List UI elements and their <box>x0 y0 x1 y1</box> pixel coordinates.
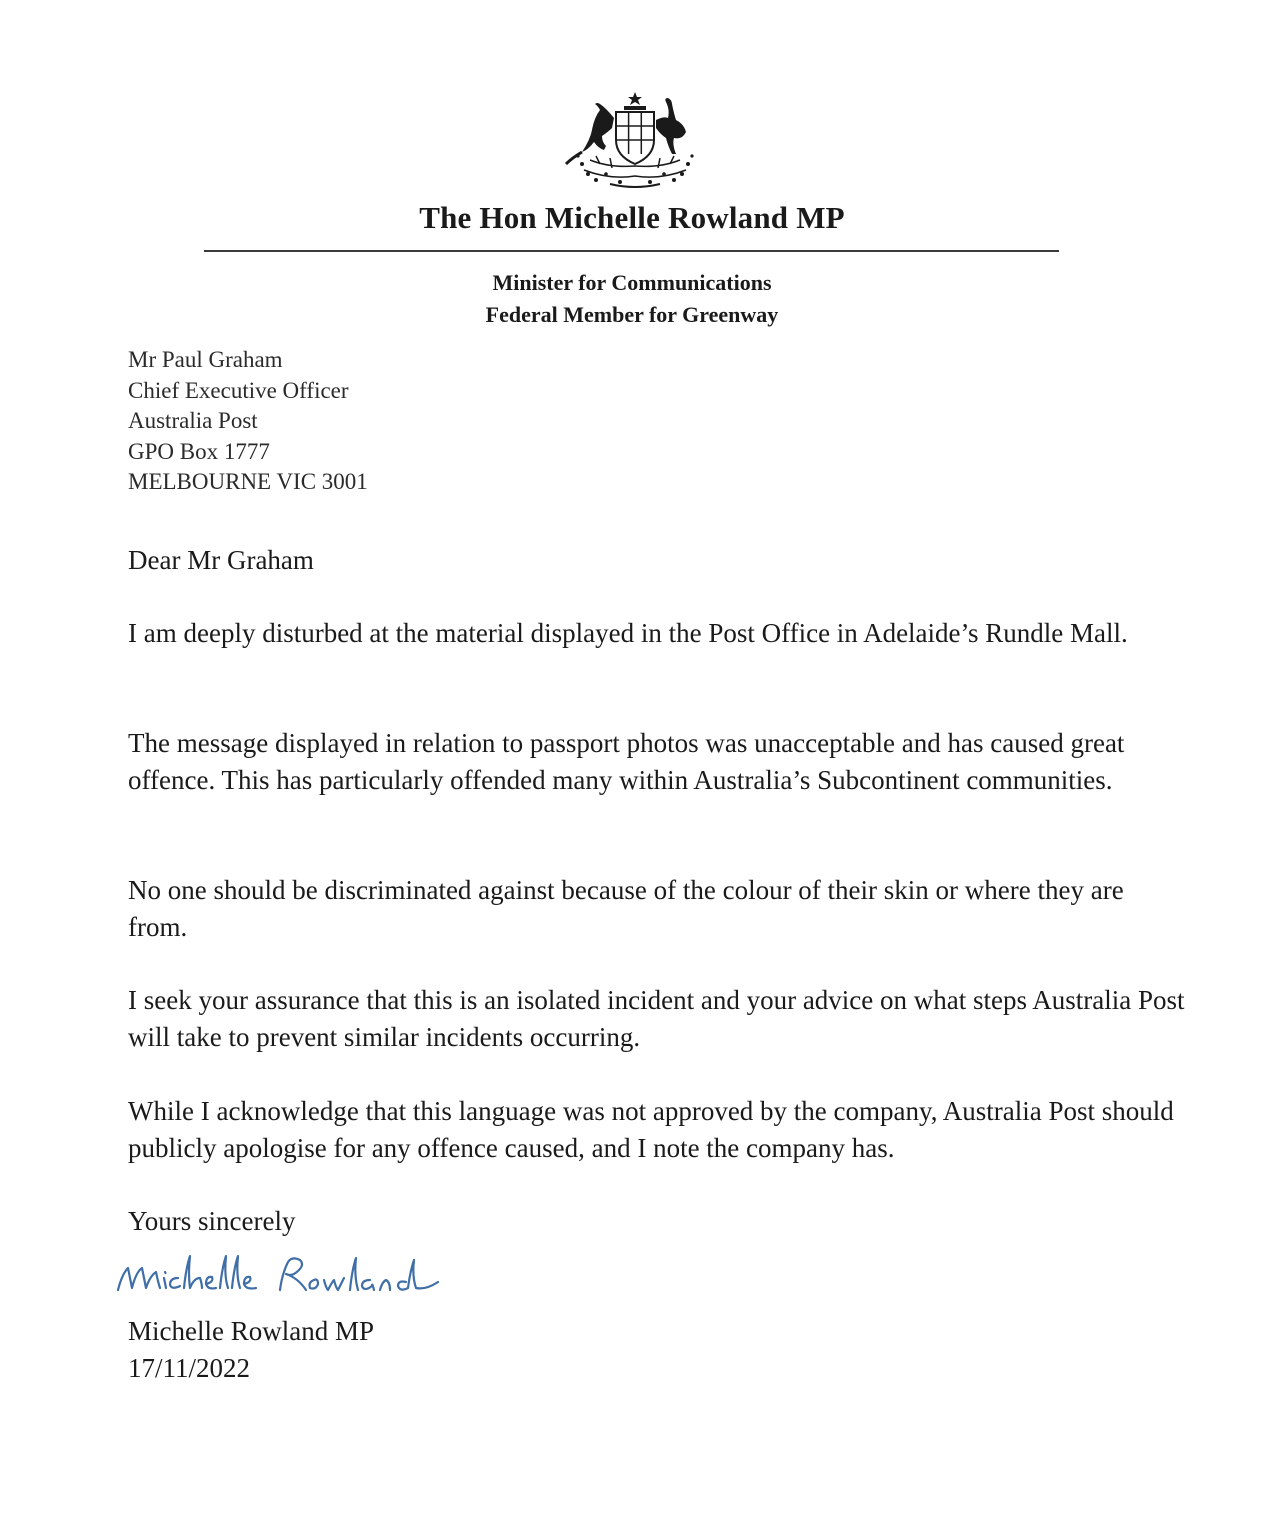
recipient-title: Chief Executive Officer <box>128 377 349 403</box>
letter-paragraph: The message displayed in relation to passport photos was unacceptable and has caused great offence. This has particularly offended many within Australia’s Subcontinent communities. <box>128 728 1125 795</box>
signoff-block <box>128 1313 374 1387</box>
recipient-city: MELBOURNE VIC 3001 <box>128 469 368 494</box>
letter-paragraph: I am deeply disturbed at the material displayed in the Post Office in Adelaide’s Rundle Mall. <box>128 618 1128 648</box>
recipient-organisation: Australia Post <box>128 408 258 433</box>
letterhead-divider <box>204 250 1059 252</box>
coat-of-arms-icon <box>560 88 710 190</box>
handwritten-signature <box>112 1248 447 1306</box>
letter-date: 17/11/2022 <box>128 1353 251 1383</box>
letterhead-role-minister: Minister for Communications <box>492 270 772 295</box>
closing: Yours sincerely <box>128 1206 296 1236</box>
letter-paragraph: No one should be discriminated against because of the colour of their skin or where they are from. <box>128 875 1124 942</box>
recipient-po-box: GPO Box 1777 <box>128 438 270 464</box>
recipient-name: Mr Paul Graham <box>128 347 283 372</box>
salutation: Dear Mr Graham <box>128 545 314 575</box>
recipient-address <box>128 345 368 498</box>
letter-paragraph: While I acknowledge that this language was not approved by the company, Australia Post should publicly apologise for any offence caused, and I note the company has. <box>128 1096 1174 1163</box>
letter-paragraph: I seek your assurance that this is an isolated incident and your advice on what steps Australia Post will take to prevent similar incidents occurring. <box>128 985 1185 1052</box>
letterhead-role-member: Federal Member for Greenway <box>485 302 779 327</box>
letterhead-name: The Hon Michelle Rowland MP <box>419 200 845 235</box>
signatory-name: Michelle Rowland MP <box>128 1316 374 1346</box>
